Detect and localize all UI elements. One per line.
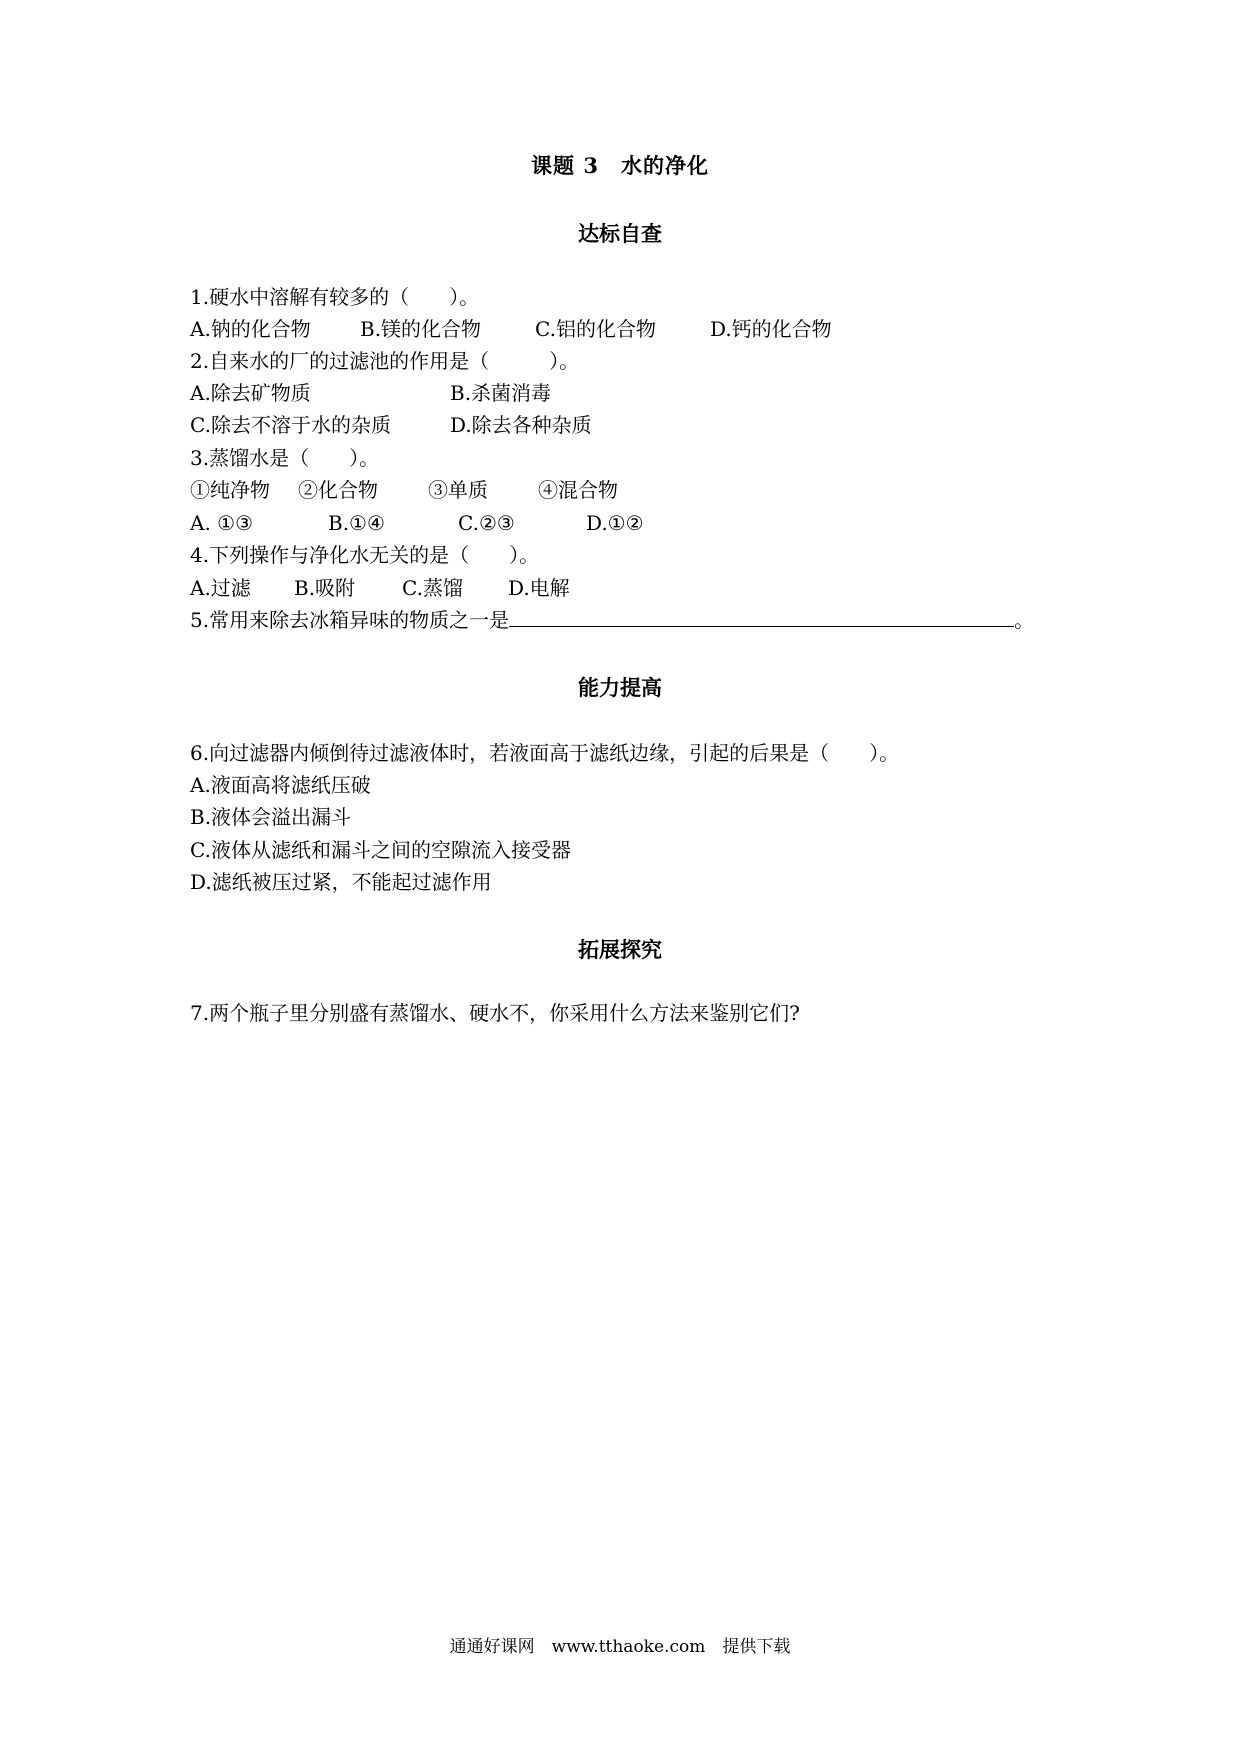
question-1-option-c: C.铝的化合物 — [535, 317, 656, 341]
question-6-option-d: D.滤纸被压过紧，不能起过滤作用 — [190, 870, 492, 894]
page-title: 课题 3 水的净化 — [531, 153, 709, 178]
question-1-option-d: D.钙的化合物 — [710, 317, 832, 341]
question-2-options-row-1 — [190, 380, 551, 406]
question-2-option-d: D.除去各种杂质 — [450, 413, 592, 437]
question-3-option-d: D.①② — [586, 511, 644, 535]
question-4-option-c: C.蒸馏 — [402, 576, 463, 600]
question-1-stem: 1.硬水中溶解有较多的（ ）。 — [190, 285, 480, 309]
question-3-options — [190, 510, 644, 536]
question-2-options-row-2 — [190, 412, 592, 438]
question-3-item-1: ①纯净物 — [190, 478, 270, 502]
question-1-options — [190, 316, 832, 342]
question-1-option-b: B.镁的化合物 — [360, 317, 482, 341]
question-3-item-3: ③单质 — [428, 478, 488, 502]
question-3-option-c: C.②③ — [458, 511, 515, 535]
section-title-extension: 拓展探究 — [578, 937, 662, 962]
question-3-items — [190, 477, 618, 503]
question-3-item-4: ④混合物 — [538, 478, 618, 502]
question-3-item-2: ②化合物 — [298, 478, 378, 502]
question-2-option-b: B.杀菌消毒 — [450, 381, 552, 405]
question-1-option-a: A.钠的化合物 — [190, 317, 311, 341]
question-4-stem: 4.下列操作与净化水无关的是（ ）。 — [190, 543, 540, 567]
question-6-option-b: B.液体会溢出漏斗 — [190, 805, 352, 829]
question-4-option-b: B.吸附 — [294, 576, 356, 600]
question-5-answer-blank — [509, 608, 1014, 627]
question-2-stem: 2.自来水的厂的过滤池的作用是（ ）。 — [190, 349, 580, 373]
question-5-end: 。 — [1014, 608, 1035, 632]
question-7-stem: 7.两个瓶子里分别盛有蒸馏水、硬水不，你采用什么方法来鉴别它们? — [190, 1001, 800, 1025]
question-6-stem: 6.向过滤器内倾倒待过滤液体时，若液面高于滤纸边缘，引起的后果是（ ）。 — [190, 741, 900, 765]
section-title-self-check: 达标自查 — [578, 221, 662, 246]
question-2-option-a: A.除去矿物质 — [190, 381, 311, 405]
question-5 — [190, 607, 1034, 633]
question-3-option-a: A. ①③ — [190, 511, 254, 535]
question-5-stem: 5.常用来除去冰箱异味的物质之一是 — [190, 608, 510, 632]
page-footer: 通通好课网 www.tthaoke.com 提供下载 — [449, 1637, 791, 1657]
question-6-option-a: A.液面高将滤纸压破 — [190, 773, 371, 797]
question-3-option-b: B.①④ — [328, 511, 385, 535]
question-4-option-a: A.过滤 — [190, 576, 251, 600]
question-4-options — [190, 575, 570, 601]
section-title-improvement: 能力提高 — [578, 675, 662, 700]
question-2-option-c: C.除去不溶于水的杂质 — [190, 413, 391, 437]
question-6-option-c: C.液体从滤纸和漏斗之间的空隙流入接受器 — [190, 838, 571, 862]
question-3-stem: 3.蒸馏水是（ ）。 — [190, 446, 380, 470]
question-4-option-d: D.电解 — [508, 576, 570, 600]
